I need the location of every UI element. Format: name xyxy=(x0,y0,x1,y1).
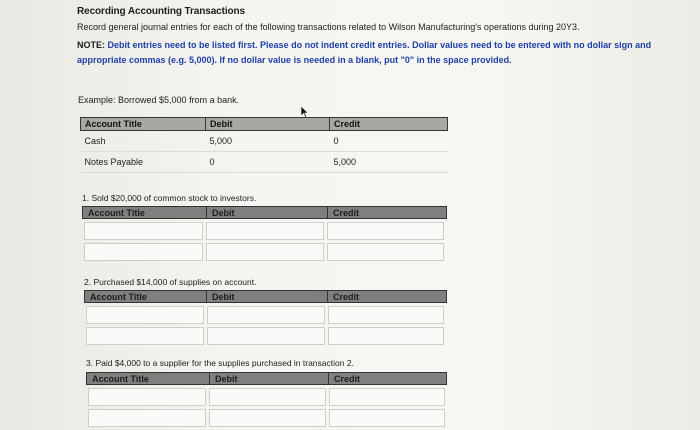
example-credit-cell: 0 xyxy=(330,131,448,152)
example-account-cell: Cash xyxy=(81,131,206,152)
note-body: Debit entries need to be listed first. Please do not indent credit entries. Dollar values need to be entered with no dollar sign and appropriate commas (e.g. 5,000). If no dollar value is needed in a blank, put "0" in the space provided. xyxy=(77,40,652,65)
example-journal-table xyxy=(80,117,448,173)
q3-credit-input-2[interactable] xyxy=(329,409,445,427)
q2-col-credit: Credit xyxy=(333,292,360,302)
note-text xyxy=(77,38,672,68)
example-debit-cell: 5,000 xyxy=(206,131,330,152)
note-label: NOTE: xyxy=(77,40,105,50)
instructions-text: Record general journal entries for each of the following transactions related to Wilson Manufacturing's operations during 20Y3. xyxy=(77,22,580,32)
question-3-label: 3. Paid $4,000 to a supplier for the supplies purchased in transaction 2. xyxy=(86,358,354,368)
question-3-header xyxy=(86,372,447,385)
q1-credit-input-1[interactable] xyxy=(327,222,444,240)
q1-col-account: Account Title xyxy=(83,207,207,218)
table-row xyxy=(81,152,448,173)
q1-debit-input-1[interactable] xyxy=(206,222,324,240)
example-col-debit: Debit xyxy=(206,118,330,131)
q2-credit-input-1[interactable] xyxy=(328,306,444,324)
q2-account-input-2[interactable] xyxy=(86,327,204,345)
q1-account-input-2[interactable] xyxy=(84,243,203,261)
question-2-entries xyxy=(86,306,444,345)
q3-account-input-1[interactable] xyxy=(88,388,206,406)
q1-col-debit: Debit xyxy=(207,207,328,218)
question-2-label: 2. Purchased $14,000 of supplies on account. xyxy=(84,277,257,287)
q1-account-input-1[interactable] xyxy=(84,222,203,240)
q1-credit-input-2[interactable] xyxy=(327,243,444,261)
example-col-account: Account Title xyxy=(81,118,206,131)
q3-credit-input-1[interactable] xyxy=(329,388,445,406)
q1-debit-input-2[interactable] xyxy=(206,243,324,261)
q2-debit-input-2[interactable] xyxy=(207,327,325,345)
example-account-cell: Notes Payable xyxy=(81,152,206,173)
q3-col-debit: Debit xyxy=(210,373,329,384)
example-credit-cell: 5,000 xyxy=(330,152,448,173)
example-col-credit: Credit xyxy=(330,118,448,131)
q3-debit-input-2[interactable] xyxy=(209,409,326,427)
example-label: Example: Borrowed $5,000 from a bank. xyxy=(78,95,240,105)
q2-credit-input-2[interactable] xyxy=(328,327,444,345)
q3-col-account: Account Title xyxy=(87,373,210,384)
page-title: Recording Accounting Transactions xyxy=(77,6,246,17)
q2-account-input-1[interactable] xyxy=(86,306,204,324)
question-2-header xyxy=(84,290,447,303)
question-3-entries xyxy=(88,388,445,427)
table-row xyxy=(81,131,448,152)
q1-col-credit: Credit xyxy=(333,208,360,218)
question-1-header xyxy=(82,206,447,219)
example-header-row xyxy=(81,118,448,131)
q3-debit-input-1[interactable] xyxy=(209,388,326,406)
example-debit-cell: 0 xyxy=(206,152,330,173)
q3-account-input-2[interactable] xyxy=(88,409,206,427)
question-1-entries xyxy=(84,222,444,261)
q2-debit-input-1[interactable] xyxy=(207,306,325,324)
question-1-label: 1. Sold $20,000 of common stock to investors. xyxy=(82,193,257,203)
q3-col-credit: Credit xyxy=(334,374,361,384)
q2-col-account: Account Title xyxy=(85,291,207,302)
q2-col-debit: Debit xyxy=(207,291,328,302)
